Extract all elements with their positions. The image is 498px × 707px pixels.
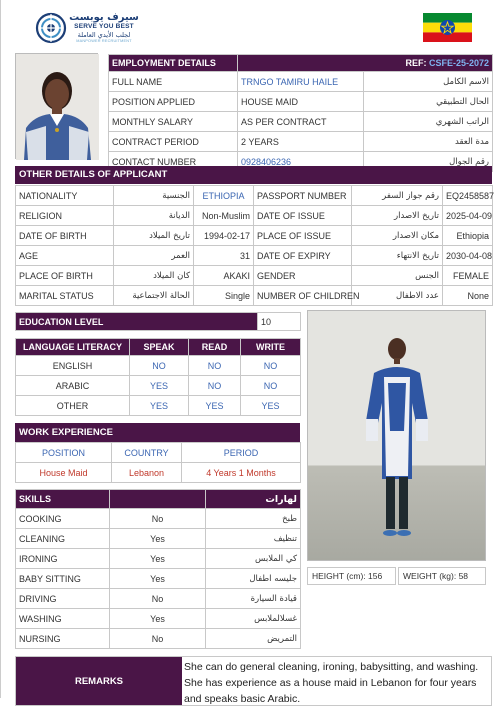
number-of-children-label: NUMBER OF CHILDREN <box>254 286 352 306</box>
company-logo <box>35 10 139 48</box>
weight-field: WEIGHT (kg): 58 <box>398 567 486 585</box>
monthly-salary-value: AS PER CONTRACT <box>238 112 364 132</box>
gender-label: GENDER <box>254 266 352 286</box>
place-of-birth-row <box>16 266 493 286</box>
marital-status-label: MARITAL STATUS <box>16 286 114 306</box>
passport-number-value: EQ2458587 <box>443 186 493 206</box>
skill-name-ar: طبخ <box>206 509 301 529</box>
skill-name-ar: قيادة السيارة <box>206 589 301 609</box>
date-of-birth-row <box>16 226 493 246</box>
skill-row-washing <box>16 609 301 629</box>
skill-name: IRONING <box>16 549 110 569</box>
employment-header-row <box>109 55 493 72</box>
language-name: OTHER <box>16 396 130 416</box>
skill-name-ar: جليسه اطفال <box>206 569 301 589</box>
place-of-birth-label-ar: كان الميلاد <box>114 266 194 286</box>
language-literacy-header: LANGUAGE LITERACY <box>16 339 130 356</box>
skill-name: NURSING <box>16 629 110 649</box>
skill-row-baby-sitting <box>16 569 301 589</box>
skills-header-row <box>16 490 301 509</box>
speak-value: YES <box>130 376 189 396</box>
skill-name: DRIVING <box>16 589 110 609</box>
skill-value: No <box>110 589 206 609</box>
date-of-expiry-label: DATE OF EXPIRY <box>254 246 352 266</box>
religion-value: Non-Muslim <box>194 206 254 226</box>
work-experience-table <box>15 442 301 483</box>
monthly-salary-label-ar: الراتب الشهري <box>364 112 493 132</box>
nationality-label-ar: الجنسية <box>114 186 194 206</box>
employment-details-table <box>108 54 493 172</box>
logo-english-name: SERVE YOU BEST <box>74 23 134 30</box>
place-of-issue-label-ar: مكان الاصدار <box>352 226 443 246</box>
contract-period-row <box>109 132 493 152</box>
logo-arabic-name: سيرف يوبست <box>69 12 139 23</box>
skill-value: Yes <box>110 569 206 589</box>
nationality-row <box>16 186 493 206</box>
date-of-issue-label: DATE OF ISSUE <box>254 206 352 226</box>
skill-name-ar: التمريض <box>206 629 301 649</box>
skill-value: No <box>110 629 206 649</box>
speak-value: YES <box>130 396 189 416</box>
position-applied-label: POSITION APPLIED <box>109 92 238 112</box>
age-value: 31 <box>194 246 254 266</box>
contact-number-value[interactable]: 0928406236 <box>238 152 364 172</box>
logo-tagline: MANPOWER RECRUITMENT <box>76 39 132 43</box>
contract-period-label-ar: مدة العقد <box>364 132 493 152</box>
work-period-value: 4 Years 1 Months <box>182 463 301 483</box>
education-level-row <box>16 313 301 331</box>
age-label-ar: العمر <box>114 246 194 266</box>
contract-period-label: CONTRACT PERIOD <box>109 132 238 152</box>
skill-name-ar: تنظيف <box>206 529 301 549</box>
skill-name: WASHING <box>16 609 110 629</box>
write-value: NO <box>241 376 301 396</box>
speak-header: SPEAK <box>130 339 189 356</box>
position-applied-value: HOUSE MAID <box>238 92 364 112</box>
gender-value: FEMALE <box>443 266 493 286</box>
skills-table <box>15 489 301 649</box>
skill-name-ar: غسلالملابس <box>206 609 301 629</box>
language-row-arabic <box>16 376 301 396</box>
position-column-header: POSITION <box>16 443 112 463</box>
number-of-children-label-ar: عدد الاطفال <box>352 286 443 306</box>
language-name: ARABIC <box>16 376 130 396</box>
education-level-label: EDUCATION LEVEL <box>16 313 258 331</box>
number-of-children-value: None <box>443 286 493 306</box>
religion-row <box>16 206 493 226</box>
language-name: ENGLISH <box>16 356 130 376</box>
date-of-issue-value: 2025-04-09 <box>443 206 493 226</box>
write-header: WRITE <box>241 339 301 356</box>
skill-row-cleaning <box>16 529 301 549</box>
write-value: YES <box>241 396 301 416</box>
religion-label: RELIGION <box>16 206 114 226</box>
place-of-birth-value: AKAKI <box>194 266 254 286</box>
language-row-english <box>16 356 301 376</box>
full-name-label-ar: الاسم الكامل <box>364 72 493 92</box>
date-of-expiry-label-ar: تاريخ الانتهاء <box>352 246 443 266</box>
age-row <box>16 246 493 266</box>
read-value: YES <box>189 396 241 416</box>
place-of-issue-label: PLACE OF ISSUE <box>254 226 352 246</box>
contract-period-value: 2 YEARS <box>238 132 364 152</box>
skills-header: SKILLS <box>16 490 110 509</box>
place-of-issue-value: Ethiopia <box>443 226 493 246</box>
ref-value: CSFE-25-2072 <box>428 58 490 68</box>
nationality-label: NATIONALITY <box>16 186 114 206</box>
skill-name-ar: كي الملابس <box>206 549 301 569</box>
country-column-header: COUNTRY <box>112 443 182 463</box>
read-value: NO <box>189 376 241 396</box>
position-applied-row <box>109 92 493 112</box>
gender-label-ar: الجنس <box>352 266 443 286</box>
other-details-header: OTHER DETAILS OF APPLICANT <box>15 166 492 184</box>
education-level-value: 10 <box>258 313 301 331</box>
work-experience-row <box>16 463 301 483</box>
write-value: NO <box>241 356 301 376</box>
marital-status-row <box>16 286 493 306</box>
date-of-birth-label-ar: تاريخ الميلاد <box>114 226 194 246</box>
work-experience-column-row <box>16 443 301 463</box>
passport-number-label: PASSPORT NUMBER <box>254 186 352 206</box>
height-field: HEIGHT (cm): 156 <box>307 567 396 585</box>
monthly-salary-row <box>109 112 493 132</box>
full-name-row <box>109 72 493 92</box>
period-column-header: PERIOD <box>182 443 301 463</box>
globe-logo-icon <box>35 12 67 44</box>
speak-value: NO <box>130 356 189 376</box>
skill-value: Yes <box>110 609 206 629</box>
marital-status-label-ar: الحالة الاجتماعية <box>114 286 194 306</box>
remarks-text: She can do general cleaning, ironing, babysitting, and washing. She has experience as a house maid in Lebanon for four years and speaks basic Arabic. <box>184 661 479 705</box>
skill-row-nursing <box>16 629 301 649</box>
skills-header-ar: لهارات <box>206 490 301 509</box>
read-value: NO <box>189 356 241 376</box>
skill-row-cooking <box>16 509 301 529</box>
education-level-table <box>15 312 301 331</box>
other-details-table <box>15 185 493 306</box>
work-country-value: Lebanon <box>112 463 182 483</box>
date-of-expiry-value: 2030-04-08 <box>443 246 493 266</box>
religion-label-ar: الديانة <box>114 206 194 226</box>
skills-header-spacer <box>110 490 206 509</box>
monthly-salary-label: MONTHLY SALARY <box>109 112 238 132</box>
remarks-header: REMARKS <box>16 657 182 705</box>
language-literacy-table <box>15 338 301 416</box>
skill-value: Yes <box>110 529 206 549</box>
reference-number <box>238 55 493 72</box>
logo-arabic-sub: لجلب الأيدي العاملة <box>77 31 131 39</box>
skill-row-driving <box>16 589 301 609</box>
ethiopia-flag-icon <box>423 13 472 42</box>
remarks-section <box>15 656 492 706</box>
passport-number-label-ar: رقم جواز السفر <box>352 186 443 206</box>
employment-details-header: EMPLOYMENT DETAILS <box>109 55 238 72</box>
date-of-issue-label-ar: تاريخ الاصدار <box>352 206 443 226</box>
contact-number-label: CONTACT NUMBER <box>109 152 238 172</box>
full-name-label: FULL NAME <box>109 72 238 92</box>
applicant-portrait-photo <box>15 53 98 159</box>
ref-label: REF: <box>405 58 427 68</box>
work-experience-header: WORK EXPERIENCE <box>15 423 300 442</box>
date-of-birth-label: DATE OF BIRTH <box>16 226 114 246</box>
skill-value: No <box>110 509 206 529</box>
age-label: AGE <box>16 246 114 266</box>
contact-number-label-ar: رقم الجوال <box>364 152 493 172</box>
skill-name: CLEANING <box>16 529 110 549</box>
position-applied-label-ar: الحال التطبيقي <box>364 92 493 112</box>
full-name-value: TRNGO TAMIRU HAILE <box>238 72 364 92</box>
work-position-value: House Maid <box>16 463 112 483</box>
language-header-row <box>16 339 301 356</box>
read-header: READ <box>189 339 241 356</box>
skill-name: BABY SITTING <box>16 569 110 589</box>
nationality-value: ETHIOPIA <box>194 186 254 206</box>
marital-status-value: Single <box>194 286 254 306</box>
skill-value: Yes <box>110 549 206 569</box>
language-row-other <box>16 396 301 416</box>
date-of-birth-value: 1994-02-17 <box>194 226 254 246</box>
place-of-birth-label: PLACE OF BIRTH <box>16 266 114 286</box>
skill-row-ironing <box>16 549 301 569</box>
skill-name: COOKING <box>16 509 110 529</box>
applicant-full-length-photo <box>307 310 486 561</box>
